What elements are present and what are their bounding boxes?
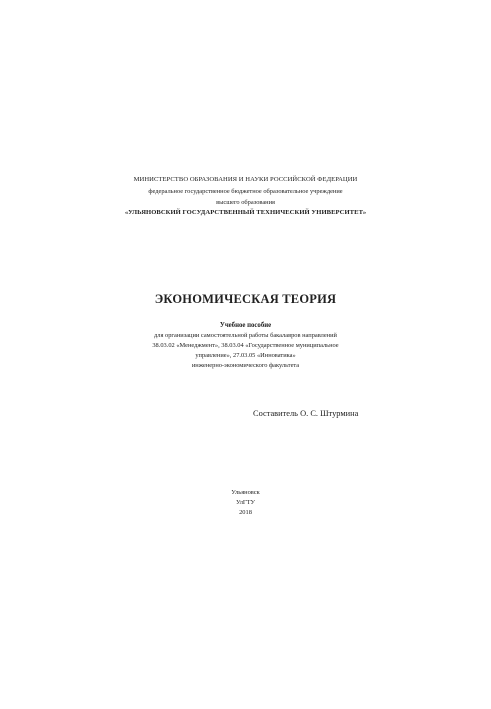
document-title: ЭКОНОМИЧЕСКАЯ ТЕОРИЯ (154, 292, 337, 306)
university-name: «УЛЬЯНОВСКИЙ ГОСУДАРСТВЕННЫЙ ТЕХНИЧЕСКИЙ УНИВЕРСИТЕТ» (124, 209, 367, 216)
institution-type-line: федеральное государственное бюджетное образовательное учреждение (148, 188, 343, 195)
purpose-line: для организации самостоятельной работы бакалавров направлений (154, 332, 337, 339)
education-level-line: высшего образования (216, 199, 275, 206)
publisher-name: УлГТУ (235, 499, 256, 506)
purpose-line: управление», 27.03.05 «Инноватика» (195, 352, 296, 359)
purpose-line: инженерно-экономического факультета (191, 362, 300, 369)
publication-city: Ульяновск (231, 489, 260, 496)
compiler-credit: Составитель О. С. Штурмина (253, 409, 359, 418)
ministry-name: МИНИСТЕРСТВО ОБРАЗОВАНИЯ И НАУКИ РОССИЙСКОЙ ФЕДЕРАЦИИ (133, 176, 358, 183)
purpose-line: 38.03.02 «Менеджмент», 38.03.04 «Государственное муниципальное (152, 342, 339, 349)
document-subtitle: Учебное пособие (219, 322, 272, 329)
publication-year: 2018 (239, 509, 252, 516)
